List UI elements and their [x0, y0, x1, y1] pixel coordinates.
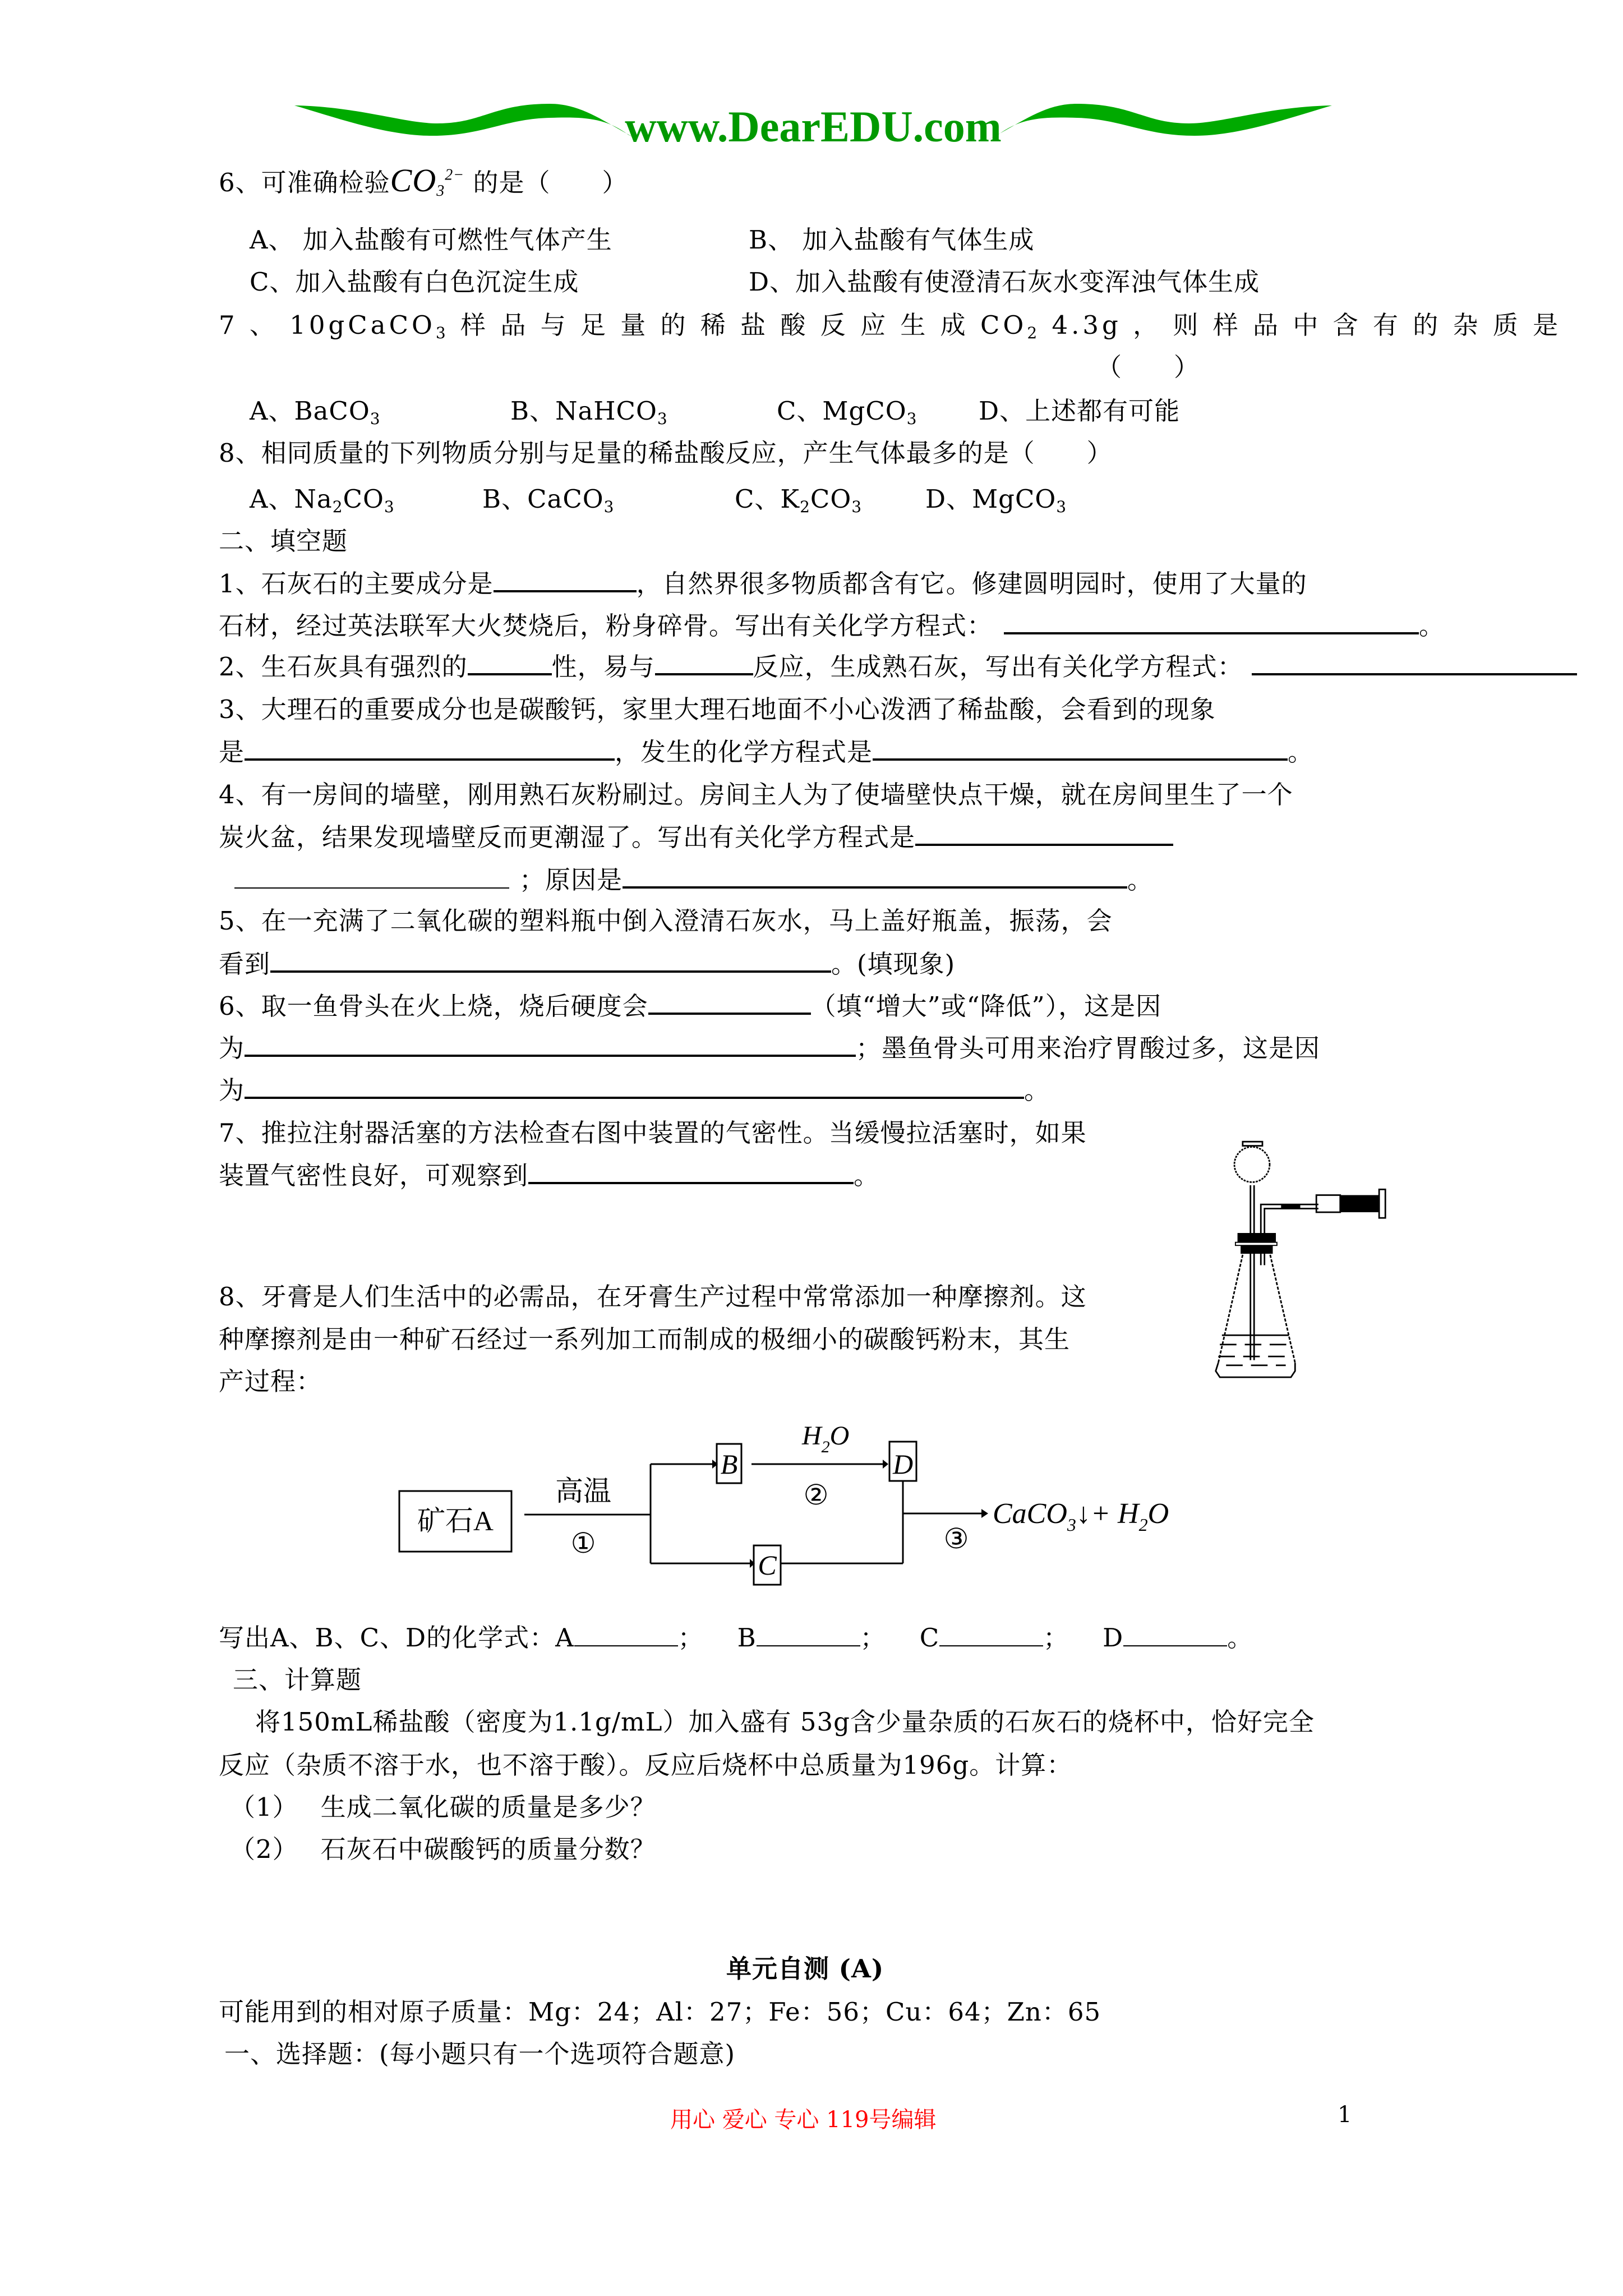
fill-q8-line2: 种摩擦剂是由一种矿石经过一系列加工而制成的极细小的碳酸钙粉末，其生: [219, 1324, 1071, 1354]
answer-blank[interactable]: [245, 1073, 1024, 1099]
fill-q1-line1: 1、石灰石的主要成分是 ，自然界很多物质都含有它。修建圆明园时，使用了大量的: [219, 567, 1307, 601]
answer-blank[interactable]: [270, 947, 831, 973]
condition-high-temp: 高温: [555, 1475, 611, 1507]
fill-q6-line3: 为 。: [219, 1073, 1050, 1107]
question-8: 8、相同质量的下列物质分别与足量的稀盐酸反应，产生气体最多的是（ ）: [219, 438, 1113, 468]
atomic-masses-note: 可能用到的相对原子质量：Mg：24；Al：27；Fe：56；Cu：64；Zn：65: [219, 1997, 1101, 2027]
calc-paragraph-line2: 反应（杂质不溶于水，也不溶于酸）。反应后烧杯中总质量为196g。计算：: [219, 1750, 1073, 1780]
site-banner: [292, 101, 1335, 151]
q6-option-b: B、 加入盐酸有气体生成: [749, 225, 1035, 255]
answer-blank-c[interactable]: [939, 1623, 1043, 1646]
q8-option-b: B、CaCO$_3$: [482, 484, 615, 516]
syringe-plunger-handle: [1379, 1189, 1385, 1218]
section-fill-title: 二、填空题: [219, 526, 348, 556]
q6-option-d: D、加入盐酸有使澄清石灰水变浑浊气体生成: [749, 267, 1260, 297]
unit-test-title: 单元自测 (A): [726, 1954, 884, 1984]
step-1-label: ①: [570, 1527, 596, 1559]
reagent-water: $H_2O$: [802, 1421, 850, 1456]
q6-option-c: C、加入盐酸有白色沉淀生成: [250, 267, 579, 297]
fill-q6-line1: 6、取一鱼骨头在火上烧，烧后硬度会 （填“增大”或“降低”），这是因: [219, 989, 1161, 1023]
product-formula: CaCO$_3$↓+ $H_2O$: [993, 1498, 1169, 1535]
q7-option-b: B、NaHCO$_3$: [510, 396, 668, 428]
answer-blank-b[interactable]: [757, 1623, 860, 1646]
answer-blank[interactable]: [873, 735, 1288, 761]
tube-stopper-band: [1281, 1204, 1300, 1208]
question-7: 7 、 10gCaCO$_3$ 样 品 与 足 量 的 稀 盐 酸 反 应 生 成 $CO_2$ 4.3g ， 则 样 品 中 含 有 的 杂 质 是: [219, 310, 1562, 342]
formula-answer-line: 写出A、B、C、D的化学式：A ； B ； C ； D 。: [219, 1623, 1253, 1653]
banner-right-swoosh: [987, 104, 1332, 140]
gas-tightness-apparatus-figure: [1200, 1122, 1408, 1386]
answer-blank[interactable]: [655, 650, 753, 675]
fill-q4-line3: ；原因是 。: [234, 863, 1153, 897]
q6-option-a: A、 加入盐酸有可燃性气体产生: [250, 225, 612, 255]
answer-blank[interactable]: [1252, 650, 1577, 675]
node-b-label: B: [720, 1448, 738, 1480]
q7-option-a: A、BaCO$_3$: [250, 396, 381, 428]
fill-q3-line1: 3、大理石的重要成分也是碳酸钙，家里大理石地面不小心泼洒了稀盐酸，会看到的现象: [219, 694, 1216, 724]
funnel-cap: [1243, 1142, 1262, 1145]
fill-q3-line2: 是 ，发生的化学方程式是 。: [219, 735, 1313, 769]
flask-right-wall: [1270, 1255, 1295, 1363]
answer-blank-a[interactable]: [574, 1623, 678, 1646]
fill-q8-line3: 产过程：: [219, 1366, 322, 1396]
question-6: [219, 164, 628, 200]
fill-q4-line1: 4、有一房间的墙壁，刚用熟石灰粉刷过。房间主人为了使墙壁快点干燥，就在房间里生了一个: [219, 780, 1293, 809]
answer-blank[interactable]: [648, 989, 811, 1015]
fill-q7-line1: 7、推拉注射器活塞的方法检查右图中装置的气密性。当缓慢拉活塞时，如果: [219, 1118, 1087, 1148]
answer-blank[interactable]: [1004, 609, 1419, 634]
answer-blank[interactable]: [528, 1158, 854, 1184]
rubber-stopper: [1238, 1233, 1276, 1243]
answer-blank[interactable]: [494, 567, 637, 592]
banner-text: www.DearEDU.com: [625, 102, 1002, 151]
section-calc-title: 三、计算题: [233, 1665, 362, 1695]
arrow-to-product: [981, 1509, 988, 1518]
q8-option-a: A、$Na_2CO_3$: [250, 484, 395, 516]
answer-blank[interactable]: [468, 650, 552, 675]
footer-slogan: 用心 爱心 专心 119号编辑: [670, 2107, 937, 2133]
q8-option-c: C、$K_2CO_3$: [735, 484, 863, 516]
q6-prefix: 6、可准确检验: [219, 168, 390, 197]
calc-question-1: （1） 生成二氧化碳的质量是多少？: [230, 1792, 656, 1822]
fill-q7-line2: 装置气密性良好，可观察到 。: [219, 1158, 879, 1193]
q7-option-c: C、MgCO$_3$: [777, 396, 917, 428]
step-3-label: ③: [943, 1523, 969, 1554]
calc-paragraph-line1: 将150mL稀盐酸（密度为1.1g/mL）加入盛有 53g含少量杂质的石灰石的烧杯中，恰好完全: [255, 1707, 1315, 1737]
q7-option-d: D、上述都有可能: [979, 396, 1181, 426]
calc-question-2: （2） 石灰石中碳酸钙的质量分数？: [230, 1834, 656, 1864]
node-c-label: C: [758, 1549, 777, 1581]
answer-blank[interactable]: [623, 863, 1127, 889]
fill-q8-line1: 8、牙膏是人们生活中的必需品，在牙膏生产过程中常常添加一种摩擦剂。这: [219, 1282, 1087, 1312]
banner-left-swoosh: [294, 104, 639, 140]
unit-test-section-one: 一、选择题：(每小题只有一个选项符合题意): [224, 2039, 736, 2069]
answer-blank[interactable]: [245, 1031, 856, 1057]
q7-answer-paren: （ ）: [1096, 352, 1200, 382]
answer-blank[interactable]: [245, 735, 615, 761]
ore-a-label: 矿石A: [417, 1505, 494, 1536]
arrow-to-d: [883, 1460, 888, 1469]
answer-blank-d[interactable]: [1123, 1623, 1227, 1646]
separatory-funnel-bulb: [1234, 1147, 1270, 1182]
fill-q4-line2: 炭火盆，结果发现墙壁反而更潮湿了。写出有关化学方程式是: [219, 820, 1173, 854]
carbonate-ion: $CO_3^{2-}$: [390, 162, 465, 200]
fill-q6-line2: 为 ；墨鱼骨头可用来治疗胃酸过多，这是因: [219, 1031, 1320, 1065]
node-d-label: D: [892, 1448, 914, 1480]
q8-option-d: D、MgCO$_3$: [925, 484, 1067, 516]
page-number: 1: [1338, 2102, 1352, 2128]
syringe-plunger: [1340, 1195, 1379, 1212]
flask-left-wall: [1218, 1255, 1242, 1363]
q6-suffix: 的是（ ）: [473, 168, 628, 197]
answer-blank[interactable]: [915, 820, 1173, 846]
production-flow-diagram: [393, 1408, 1234, 1599]
answer-blank[interactable]: [234, 865, 509, 889]
step-2-label: ②: [803, 1479, 829, 1511]
fill-q5-line2: 看到 。(填现象): [219, 947, 955, 981]
syringe-barrel: [1316, 1195, 1340, 1212]
fill-q2: 2、生石灰具有强烈的 性，易与 反应，生成熟石灰，写出有关化学方程式：: [219, 650, 1577, 684]
fill-q1-line2: 石材，经过英法联军大火焚烧后，粉身碎骨。写出有关化学方程式： 。: [219, 609, 1445, 643]
fill-q5-line1: 5、在一充满了二氧化碳的塑料瓶中倒入澄清石灰水，马上盖好瓶盖，振荡，会: [219, 906, 1113, 936]
